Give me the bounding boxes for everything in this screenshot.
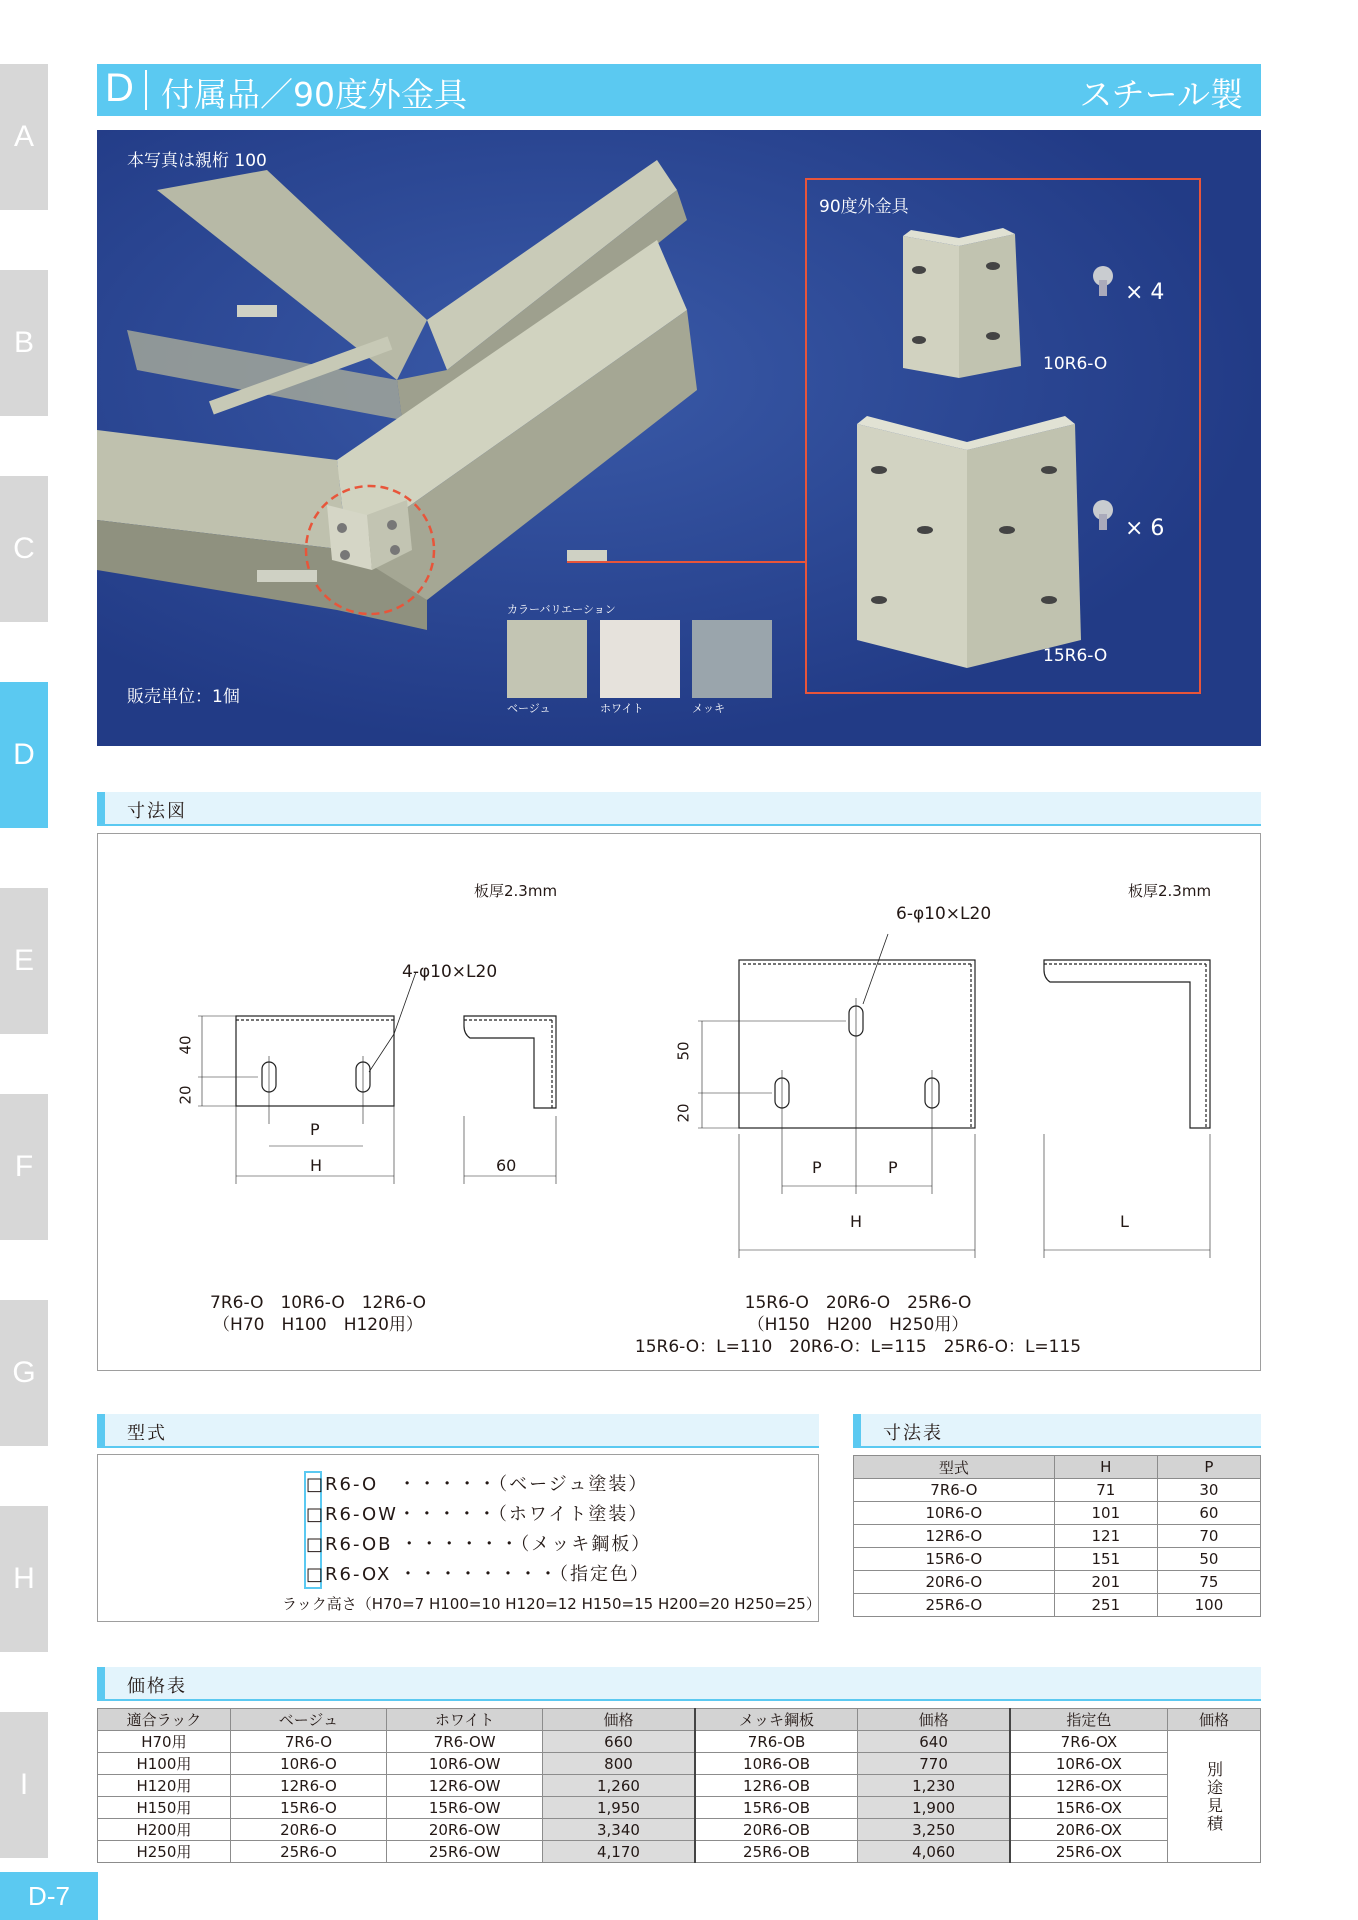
thickness-small: 板厚2.3mm	[474, 882, 558, 900]
inset-title: 90度外金具	[819, 197, 909, 217]
table-cell: 7R6-OB	[695, 1731, 858, 1753]
col-header: ホワイト	[387, 1709, 543, 1731]
tab-label: H	[13, 1562, 35, 1595]
table-cell: 50	[1157, 1548, 1260, 1571]
table-row	[98, 1841, 1261, 1863]
dim-20-large: 20	[674, 1103, 693, 1123]
model-line-o: □R6-O ・・・・・（ベージュ塗装）	[306, 1474, 649, 1495]
dim-40: 40	[176, 1035, 195, 1055]
swatch-plated	[692, 620, 772, 698]
table-cell: H70用	[98, 1731, 231, 1753]
table-cell: 15R6-OW	[387, 1797, 543, 1819]
table-cell: H250用	[98, 1841, 231, 1863]
table-cell: 640	[858, 1731, 1010, 1753]
table-cell: 25R6-OX	[1010, 1841, 1168, 1863]
caption-large-lengths: 15R6-O：L=110 20R6-O：L=115 25R6-O：L=115	[634, 1337, 1082, 1357]
table-cell: H200用	[98, 1819, 231, 1841]
table-cell: 15R6-OX	[1010, 1797, 1168, 1819]
thickness-large: 板厚2.3mm	[1128, 882, 1212, 900]
tab-label: F	[14, 1150, 34, 1183]
col-header: 適合ラック	[98, 1709, 231, 1731]
caption-small-models: 7R6-O 10R6-O 12R6-O	[210, 1293, 426, 1313]
table-cell: 25R6-O	[230, 1841, 386, 1863]
table-cell: 12R6-OW	[387, 1775, 543, 1797]
tab-d[interactable]	[0, 682, 48, 828]
table-cell: 25R6-OW	[387, 1841, 543, 1863]
table-cell: 10R6-OW	[387, 1753, 543, 1775]
table-cell: 7R6-OW	[387, 1731, 543, 1753]
code-large: 15R6-O	[1043, 646, 1108, 666]
tab-label: B	[13, 326, 34, 359]
color-variation-title: カラーバリエーション	[507, 603, 616, 616]
table-cell: 60	[1157, 1502, 1260, 1525]
swatch-label-beige: ベージュ	[507, 702, 551, 715]
table-cell: 7R6-O	[854, 1479, 1055, 1502]
page-number: D-7	[0, 1872, 98, 1920]
col-header: メッキ鋼板	[695, 1709, 858, 1731]
dim-p-small: P	[310, 1120, 320, 1139]
table-cell: 121	[1054, 1525, 1157, 1548]
tab-i[interactable]	[0, 1712, 48, 1858]
hole-spec-small: 4-φ10×L20	[402, 962, 498, 982]
table-row	[854, 1479, 1261, 1502]
table-cell: 1,230	[858, 1775, 1010, 1797]
table-cell: H150用	[98, 1797, 231, 1819]
table-row	[98, 1819, 1261, 1841]
table-row	[854, 1548, 1261, 1571]
dim-20-small: 20	[176, 1085, 195, 1105]
col-header: 価格	[543, 1709, 695, 1731]
table-cell: 30	[1157, 1479, 1260, 1502]
table-cell: H120用	[98, 1775, 231, 1797]
swatch-white	[600, 620, 680, 698]
table-cell: 15R6-O	[230, 1797, 386, 1819]
table-cell: 12R6-OX	[1010, 1775, 1168, 1797]
section-model	[97, 1414, 819, 1448]
table-cell: 25R6-OB	[695, 1841, 858, 1863]
dim-h-large: H	[850, 1212, 863, 1231]
page-title: 付属品／90度外金具	[161, 75, 467, 114]
section-title: 型式	[127, 1423, 167, 1444]
tab-label: I	[19, 1768, 29, 1801]
col-header: 価格	[858, 1709, 1010, 1731]
dimension-drawing	[97, 833, 1261, 1371]
table-cell: 71	[1054, 1479, 1157, 1502]
table-row	[98, 1797, 1261, 1819]
tab-e[interactable]	[0, 888, 48, 1034]
col-header: P	[1157, 1456, 1260, 1479]
col-header: 指定色	[1010, 1709, 1168, 1731]
table-row	[854, 1502, 1261, 1525]
table-cell: 20R6-O	[854, 1571, 1055, 1594]
table-cell: 1,950	[543, 1797, 695, 1819]
table-cell: 10R6-O	[230, 1753, 386, 1775]
technical-drawing	[98, 834, 1260, 1370]
table-cell: 75	[1157, 1571, 1260, 1594]
col-header: 価格	[1168, 1709, 1261, 1731]
table-cell: 800	[543, 1753, 695, 1775]
table-cell: 3,340	[543, 1819, 695, 1841]
table-cell: 12R6-OB	[695, 1775, 858, 1797]
col-header: H	[1054, 1456, 1157, 1479]
dim-depth: 60	[496, 1156, 517, 1175]
table-cell: 20R6-O	[230, 1819, 386, 1841]
table-cell: 20R6-OX	[1010, 1819, 1168, 1841]
tab-g[interactable]	[0, 1300, 48, 1446]
dim-l: L	[1120, 1212, 1129, 1231]
table-cell: 4,060	[858, 1841, 1010, 1863]
product-photo-panel	[97, 130, 1261, 746]
table-cell: 100	[1157, 1594, 1260, 1617]
table-cell: 7R6-O	[230, 1731, 386, 1753]
section-dimensions	[97, 792, 1261, 826]
table-row	[98, 1753, 1261, 1775]
col-header: ベージュ	[230, 1709, 386, 1731]
model-line-ox: □R6-OX ・・・・・・・・（指定色）	[306, 1564, 651, 1585]
dim-p-large-1: P	[812, 1158, 822, 1177]
bracket-illustrations	[807, 180, 1203, 696]
tab-a[interactable]	[0, 64, 48, 210]
table-cell: 20R6-OB	[695, 1819, 858, 1841]
material-label: スチール製	[1079, 75, 1243, 114]
table-cell: 7R6-OX	[1010, 1731, 1168, 1753]
table-cell: 10R6-O	[854, 1502, 1055, 1525]
dim-h-small: H	[310, 1156, 323, 1175]
table-cell: 10R6-OX	[1010, 1753, 1168, 1775]
table-cell: 12R6-O	[230, 1775, 386, 1797]
hole-spec-large: 6-φ10×L20	[896, 904, 992, 924]
tab-label: E	[13, 944, 34, 977]
model-line-ow: □R6-OW・・・・・（ホワイト塗装）	[306, 1504, 649, 1525]
swatch-beige	[507, 620, 587, 698]
table-row	[98, 1731, 1261, 1753]
qty-small: × 4	[1125, 280, 1165, 305]
section-title: 価格表	[127, 1676, 187, 1697]
code-small: 10R6-O	[1043, 354, 1108, 374]
model-box	[97, 1454, 819, 1622]
bracket-inset	[805, 178, 1201, 694]
model-note: ラック高さ（H70=7 H100=10 H120=12 H150=15 H200=20 H250=25）	[282, 1595, 821, 1613]
caption-small-heights: （H70 H100 H120用）	[213, 1315, 423, 1335]
table-cell: H100用	[98, 1753, 231, 1775]
tab-b[interactable]	[0, 270, 48, 416]
table-cell: 770	[858, 1753, 1010, 1775]
table-cell: 101	[1054, 1502, 1157, 1525]
dim-50: 50	[674, 1041, 693, 1061]
table-cell: 20R6-OW	[387, 1819, 543, 1841]
model-line-ob: □R6-OB ・・・・・・（メッキ鋼板）	[306, 1534, 652, 1555]
table-cell: 151	[1054, 1548, 1157, 1571]
caption-small	[198, 1292, 438, 1336]
dimension-table	[853, 1455, 1261, 1617]
swatch-label-plated: メッキ	[692, 702, 725, 715]
model-lines	[306, 1470, 651, 1590]
tab-label: G	[12, 1356, 36, 1389]
title-divider	[145, 70, 147, 110]
title-bar	[97, 64, 1261, 116]
section-letter: D	[105, 66, 134, 110]
table-row	[98, 1775, 1261, 1797]
col-header: 型式	[854, 1456, 1055, 1479]
table-row	[854, 1525, 1261, 1548]
table-cell: 25R6-O	[854, 1594, 1055, 1617]
table-cell: 201	[1054, 1571, 1157, 1594]
photo-note: 本写真は親桁 100	[127, 151, 267, 171]
table-cell: 660	[543, 1731, 695, 1753]
section-title: 寸法図	[127, 801, 187, 822]
tab-c[interactable]	[0, 476, 48, 622]
tab-label: C	[13, 532, 35, 565]
caption-large-models: 15R6-O 20R6-O 25R6-O	[744, 1293, 972, 1313]
table-cell: 15R6-OB	[695, 1797, 858, 1819]
tab-label: A	[13, 120, 34, 153]
dim-p-large-2: P	[888, 1158, 898, 1177]
caption-large	[618, 1292, 1098, 1358]
table-cell: 12R6-O	[854, 1525, 1055, 1548]
table-cell: 15R6-O	[854, 1548, 1055, 1571]
caption-large-heights: （H150 H200 H250用）	[747, 1315, 969, 1335]
section-dimtable	[853, 1414, 1261, 1448]
sales-unit: 販売単位：1個	[127, 687, 240, 707]
table-cell: 4,170	[543, 1841, 695, 1863]
qty-large: × 6	[1125, 516, 1165, 541]
table-cell: 1,900	[858, 1797, 1010, 1819]
section-price	[97, 1667, 1261, 1701]
tab-h[interactable]	[0, 1506, 48, 1652]
table-row	[854, 1571, 1261, 1594]
table-cell: 251	[1054, 1594, 1157, 1617]
table-cell: 1,260	[543, 1775, 695, 1797]
tab-label: D	[13, 738, 35, 771]
price-table	[97, 1708, 1261, 1863]
quote-cell: 別途見積	[1168, 1731, 1261, 1863]
table-cell: 70	[1157, 1525, 1260, 1548]
table-cell: 3,250	[858, 1819, 1010, 1841]
swatch-label-white: ホワイト	[600, 702, 644, 715]
table-row	[854, 1594, 1261, 1617]
section-title: 寸法表	[883, 1423, 943, 1444]
tab-f[interactable]	[0, 1094, 48, 1240]
table-cell: 10R6-OB	[695, 1753, 858, 1775]
